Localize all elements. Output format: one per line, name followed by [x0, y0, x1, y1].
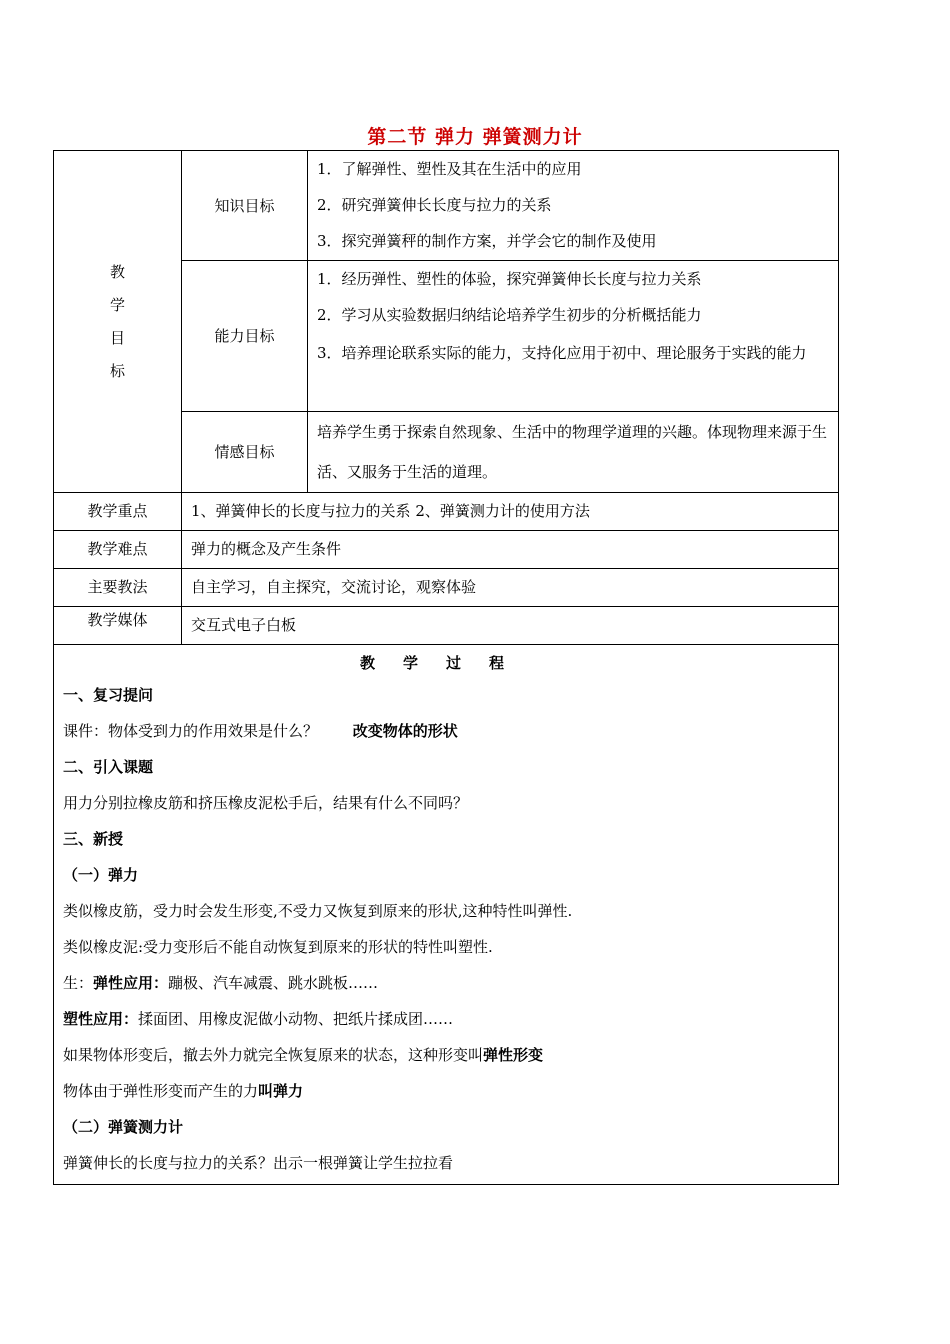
objectives-label-char: 目: [109, 328, 125, 347]
ability-content: [308, 261, 839, 412]
lesson-plan-table: [53, 150, 839, 1185]
emotion-content: 培养学生勇于探索自然现象、生活中的物理学道理的兴趣。体现物理来源于生活、又服务于生活的道理。: [308, 412, 839, 493]
knowledge-content: [308, 151, 839, 261]
objectives-label-char: 标: [109, 361, 125, 380]
knowledge-item: 2．研究弹簧伸长长度与拉力的关系: [317, 196, 552, 214]
ability-item: 2．学习从实验数据归纳结论培养学生初步的分析概括能力: [317, 306, 702, 324]
review-question: [54, 713, 838, 749]
key-point-row: [54, 493, 839, 531]
knowledge-label: 知识目标: [182, 151, 308, 261]
difficulty-value: 弹力的概念及产生条件: [182, 531, 839, 569]
knowledge-row: [54, 151, 839, 261]
process-row: [54, 645, 839, 1185]
key-point-value: 1、弹簧伸长的长度与拉力的关系 2、弹簧测力计的使用方法: [182, 493, 839, 531]
page-title: 第二节 弹力 弹簧测力计: [367, 126, 583, 148]
section-heading: 二、引入课题: [63, 758, 154, 776]
knowledge-item: 3．探究弹簧秤的制作方案，并学会它的制作及使用: [317, 232, 657, 250]
method-label: 主要教法: [54, 569, 182, 607]
objectives-label-char: 学: [109, 295, 125, 314]
method-row: [54, 569, 839, 607]
paragraph: [54, 1073, 838, 1109]
paragraph: 弹簧伸长的长度与拉力的关系？出示一根弹簧让学生拉拉看: [63, 1154, 454, 1172]
review-question-text: 课件：物体受到力的作用效果是什么？: [63, 722, 319, 740]
media-value: 交互式电子白板: [182, 607, 839, 645]
paragraph-bold: 弹性应用：: [93, 974, 169, 992]
process-content: [54, 645, 839, 1185]
paragraph-bold: 叫弹力: [258, 1082, 304, 1100]
ability-item: 1．经历弹性、塑性的体验，探究弹簧伸长长度与拉力关系: [317, 270, 702, 288]
paragraph-text: 揉面团、用橡皮泥做小动物、把纸片揉成团……: [138, 1010, 454, 1028]
process-title: 教学过程: [359, 654, 532, 672]
paragraph: [54, 1001, 838, 1037]
knowledge-item: 1．了解弹性、塑性及其在生活中的应用: [317, 160, 582, 178]
section-heading: 三、新授: [63, 830, 124, 848]
ability-item: 3．培养理论联系实际的能力，支持化应用于初中、理论服务于实践的能力: [317, 344, 807, 362]
objectives-label-char: 教: [109, 262, 125, 281]
paragraph-text: 物体由于弹性形变而产生的力: [63, 1082, 259, 1100]
key-point-label: 教学重点: [54, 493, 182, 531]
media-label: 教学媒体: [54, 607, 182, 645]
emotion-label: 情感目标: [182, 412, 308, 493]
media-row: [54, 607, 839, 645]
paragraph: [54, 965, 838, 1001]
paragraph-bold: 弹性形变: [483, 1046, 544, 1064]
paragraph: 类似橡皮筋，受力时会发生形变,不受力又恢复到原来的形状,这种特性叫弹性.: [63, 902, 573, 920]
paragraph: [54, 1037, 838, 1073]
intro-text: 用力分别拉橡皮筋和挤压橡皮泥松手后，结果有什么不同吗？: [63, 794, 469, 812]
paragraph-text: 蹦极、汽车减震、跳水跳板……: [168, 974, 379, 992]
difficulty-label: 教学难点: [54, 531, 182, 569]
difficulty-row: [54, 531, 839, 569]
ability-label: 能力目标: [182, 261, 308, 412]
section-heading: 一、复习提问: [63, 686, 154, 704]
subsection-heading: （一）弹力: [63, 866, 139, 884]
paragraph-bold: 塑性应用：: [63, 1010, 139, 1028]
paragraph-text: 如果物体形变后，撤去外力就完全恢复原来的状态，这种形变叫: [63, 1046, 484, 1064]
paragraph-prefix: 生：: [63, 974, 94, 992]
objectives-label: [54, 151, 182, 493]
paragraph: 类似橡皮泥:受力变形后不能自动恢复到原来的形状的特性叫塑性.: [63, 938, 493, 956]
review-answer: 改变物体的形状: [352, 722, 458, 740]
method-value: 自主学习，自主探究，交流讨论，观察体验: [182, 569, 839, 607]
subsection-heading: （二）弹簧测力计: [63, 1118, 184, 1136]
